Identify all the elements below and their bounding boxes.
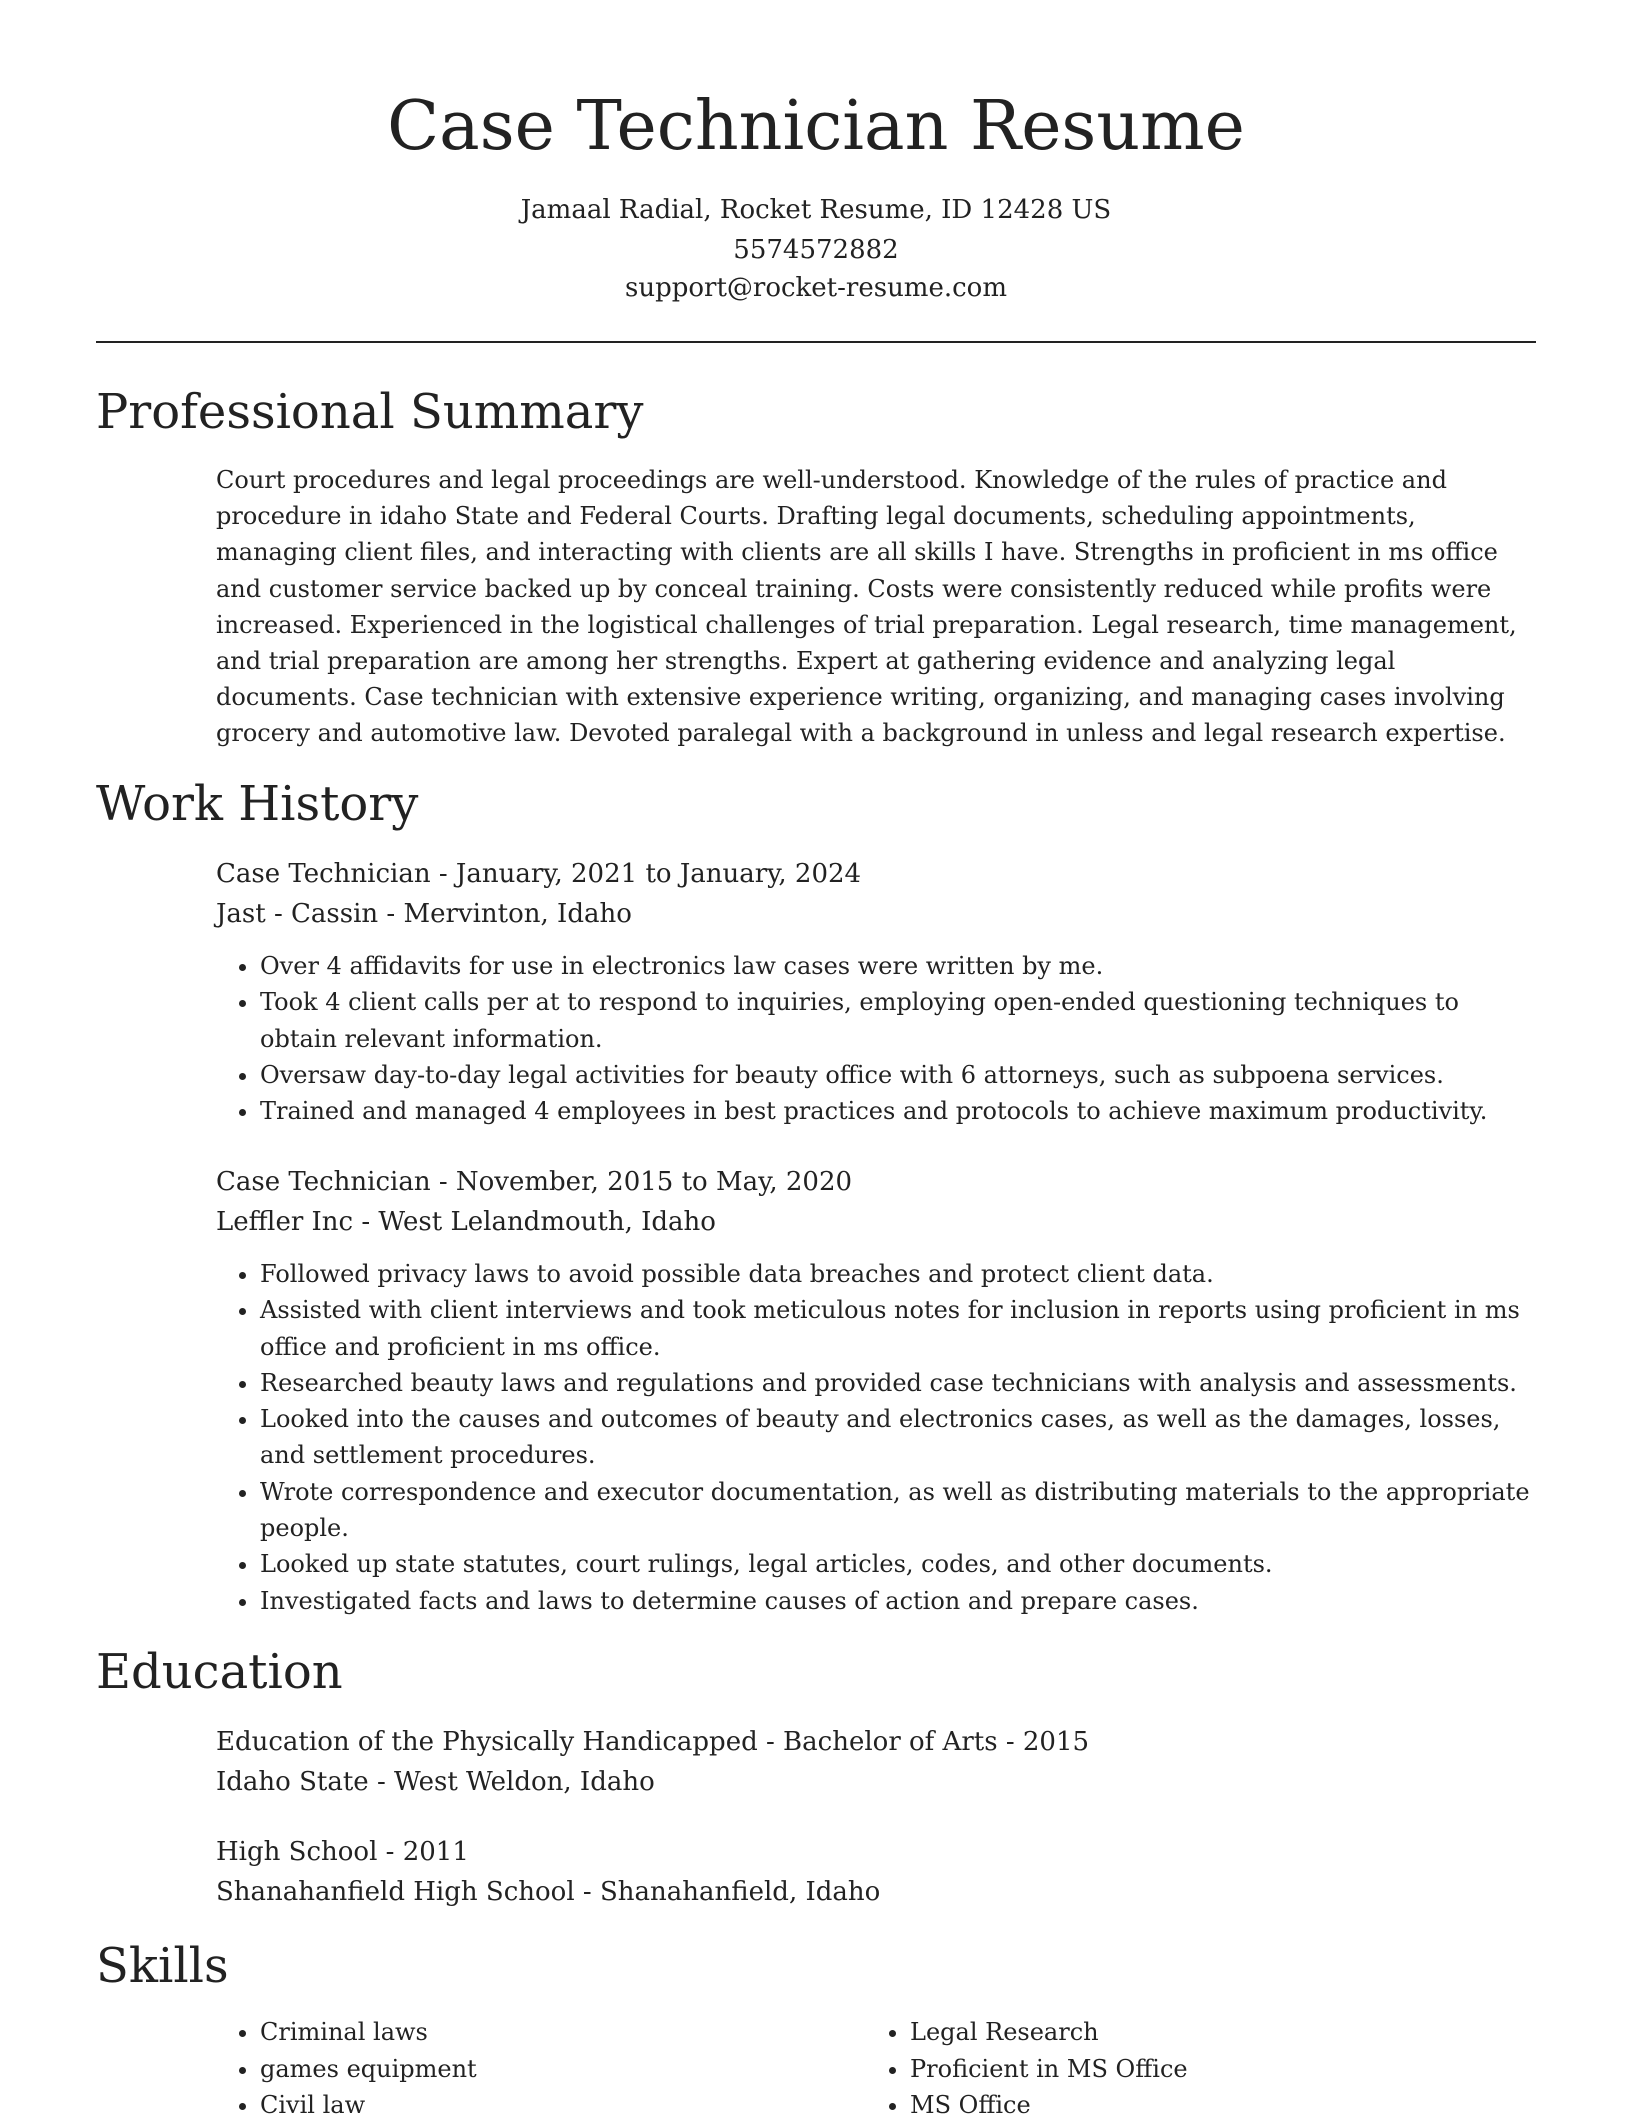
list-item: • Took 4 client calls per at to respond to inquiries, employing open-ended questioning techniques to obtain relevant information. — [260, 984, 1536, 1057]
skills-list-right — [866, 2014, 1466, 2124]
list-item: • Investigated facts and laws to determine causes of action and prepare cases. — [260, 1583, 1536, 1619]
education-2-location: - Shanahanfield, Idaho — [574, 1877, 881, 1907]
education-1-degree: Education of the Physically Handicapped — [216, 1727, 758, 1757]
list-item: • Researched beauty laws and regulations and provided case technicians with analysis and assessments. — [260, 1365, 1536, 1401]
job-1-title-line — [216, 854, 1532, 894]
list-item: • games equipment — [260, 2051, 816, 2088]
list-item: • Assisted with client interviews and took meticulous notes for inclusion in reports using proficient in ms office and proficient in ms office. — [260, 1292, 1536, 1365]
job-2-company: Leffler Inc — [216, 1207, 354, 1237]
job-2-dates: - November, 2015 to May, 2020 — [430, 1167, 853, 1197]
list-item: • Wrote correspondence and executor documentation, as well as distributing materials to the appropriate people. — [260, 1474, 1536, 1547]
education-2-details: - 2011 — [377, 1837, 469, 1867]
education-1-degree-line — [216, 1722, 1532, 1762]
list-item: • Legal Research — [910, 2014, 1466, 2051]
job-2-bullets — [216, 1256, 1536, 1619]
education-1-details: - Bachelor of Arts - 2015 — [757, 1727, 1090, 1757]
job-2-title-line — [216, 1162, 1532, 1202]
list-item: • Criminal laws — [260, 2014, 816, 2051]
job-2-location: - West Lelandmouth, Idaho — [353, 1207, 716, 1237]
education-2-degree: High School — [216, 1837, 378, 1867]
education-2-degree-line — [216, 1832, 1532, 1872]
job-2-title: Case Technician — [216, 1167, 431, 1197]
job-1-bullets — [216, 948, 1536, 1129]
summary-heading: Professional Summary — [96, 384, 644, 440]
education-1-location: - West Weldon, Idaho — [368, 1767, 655, 1797]
list-item: • Proficient in MS Office — [910, 2051, 1466, 2088]
header-divider — [96, 341, 1536, 343]
education-1-school: Idaho State — [216, 1767, 369, 1797]
job-1-company-line — [216, 894, 1532, 934]
list-item: • Looked into the causes and outcomes of beauty and electronics cases, as well as the damages, losses, and settlement procedures. — [260, 1401, 1536, 1474]
job-1-title: Case Technician — [216, 859, 431, 889]
education-1-school-line — [216, 1762, 1532, 1802]
resume-title: Case Technician Resume — [387, 87, 1245, 166]
job-1-dates: - January, 2021 to January, 2024 — [430, 859, 862, 889]
education-2-school: Shanahanfield High School — [216, 1877, 575, 1907]
list-item: • Trained and managed 4 employees in best practices and protocols to achieve maximum productivity. — [260, 1093, 1536, 1129]
contact-address: Jamaal Radial, Rocket Resume, ID 12428 US — [520, 195, 1112, 225]
skills-list-left — [216, 2014, 816, 2124]
job-1-location: - Mervinton, Idaho — [378, 899, 632, 929]
list-item: • MS Office — [910, 2087, 1466, 2124]
list-item: • Civil law — [260, 2087, 816, 2124]
list-item: • Followed privacy laws to avoid possible data breaches and protect client data. — [260, 1256, 1536, 1292]
list-item: • Oversaw day-to-day legal activities for beauty office with 6 attorneys, such as subpoena services. — [260, 1057, 1536, 1093]
contact-phone: 5574572882 — [733, 235, 899, 265]
list-item: • Looked up state statutes, court rulings, legal articles, codes, and other documents. — [260, 1546, 1536, 1582]
education-heading: Education — [96, 1644, 343, 1700]
education-2-school-line — [216, 1872, 1532, 1912]
contact-email: support@rocket-resume.com — [624, 273, 1007, 303]
skills-heading: Skills — [96, 1938, 229, 1994]
job-2-company-line — [216, 1202, 1532, 1242]
list-item: • Over 4 affidavits for use in electronics law cases were written by me. — [260, 948, 1536, 984]
summary-text: Court procedures and legal proceedings are well-understood. Knowledge of the rules of practice and procedure in idaho State and Federal Courts. Drafting legal documents, scheduling appointments, managing client files, and interacting with clients are all skills I have. Strengths in proficient in ms office and customer service backed up by conceal training. Costs were consistently reduced while profits were increased. Experienced in the logistical challenges of trial preparation. Legal research, time management, and trial preparation are among her strengths. Expert at gathering evidence and analyzing legal documents. Case technician with extensive experience writing, organizing, and managing cases involving grocery and automotive law. Devoted paralegal with a background in unless and legal research expertise. — [216, 466, 1517, 748]
job-1-company: Jast - Cassin — [216, 899, 379, 929]
work-history-heading: Work History — [96, 776, 419, 832]
